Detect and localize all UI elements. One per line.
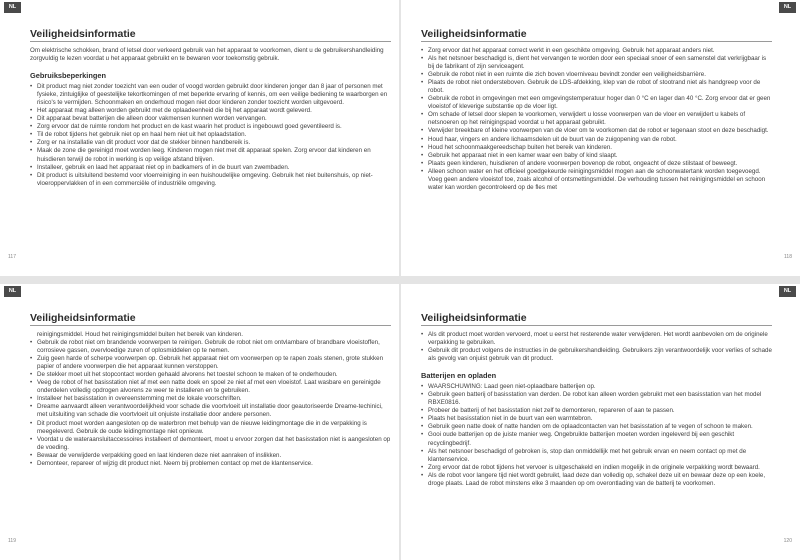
list-item: • Als de robot voor langere tijd niet wordt gebruikt, laad deze dan volledig op, schakel deze uit en bewaar deze op een koele, droge plaats. Laad de robot minstens elke 3 maanden op om overontlading van de batterij te voorkomen. [421, 472, 772, 488]
page-body [421, 331, 772, 488]
list-item: • Gooi oude batterijen op de juiste manier weg. Ongebruikte batterijen moeten worden ingeleverd bij een geschikt recyclingbedrijf. [421, 431, 772, 447]
list-item: • WAARSCHUWING: Laad geen niet-oplaadbare batterijen op. [421, 383, 772, 391]
bullet-list [30, 331, 391, 468]
page-body [30, 47, 391, 188]
list-item: • Als het netsnoer beschadigd of gebroken is, stop dan onmiddellijk met het gebruik ervan en neem contact op met de klantenservice. [421, 448, 772, 464]
list-item: • Gebruik de robot in omgevingen met een omgevingstemperatuur hoger dan 0 °C en lager dan 40 °C. Zorg ervoor dat er geen vloeistof of kleverige substantie op de vloer ligt. [421, 95, 772, 111]
list-item: • Zorg ervoor dat het apparaat correct werkt in een geschikte omgeving. Gebruik het apparaat anders niet. [421, 47, 772, 55]
list-item: • Gebruik de robot niet in een ruimte die zich boven vloerniveau bevindt zonder een veiligheidsbarrière. [421, 71, 772, 79]
page-number: 119 [8, 538, 16, 544]
list-item: • Zorg er na installatie van dit product voor dat de stekker binnen handbereik is. [30, 139, 391, 147]
list-item: • Plaats de robot niet ondersteboven. Gebruik de LDS-afdekking, klep van de robot of stootrand niet als handgreep voor de robot. [421, 79, 772, 95]
list-item: • Zorg ervoor dat de ruimte rondom het product en de kast waarin het product is ingebouwd goed geventileerd is. [30, 123, 391, 131]
page-120 [401, 284, 800, 560]
list-item: • Maak de zone die gereinigd moet worden leeg. Kinderen mogen niet met dit apparaat spelen. Zorg ervoor dat kinderen en huisdieren terwijl de robot in werking is op veilige afstand blijven. [30, 147, 391, 163]
list-item: • Gebruik geen natte doek of natte handen om de oplaadcontacten van het basisstation af te vegen of schoon te maken. [421, 423, 772, 431]
list-item: • Gebruik de robot niet om brandende voorwerpen te reinigen. Gebruik de robot niet om ontvlambare of brandbare vloeistoffen, corrosieve gassen, overvloedige zuren of oplosmiddelen op te nemen. [30, 339, 391, 355]
page-number: 118 [784, 254, 792, 260]
page-header [401, 26, 800, 42]
list-item: • Gebruik dit product volgens de instructies in de gebruikershandleiding. Gebruikers zijn verantwoordelijk voor verlies of schade als gevolg van onjuist gebruik van dit product. [421, 347, 772, 363]
intro-paragraph: Om elektrische schokken, brand of letsel door verkeerd gebruik van het apparaat te voorkomen, dient u de gebruikershandleiding zorgvuldig te lezen voordat u het apparaat gebruikt en te bewaren voor toekomstig gebruik. [30, 47, 384, 63]
page-title: Veiligheidsinformatie [421, 28, 527, 40]
list-item: • Dit apparaat bevat batterijen die alleen door vakmensen kunnen worden vervangen. [30, 115, 391, 123]
page-header [401, 310, 800, 326]
list-item: • De stekker moet uit het stopcontact worden gehaald alvorens het toestel schoon te maken of te onderhouden. [30, 371, 391, 379]
list-item: • Gebruik het apparaat niet in een kamer waar een baby of kind slaapt. [421, 152, 772, 160]
list-item: • Zuig geen harde of scherpe voorwerpen op. Gebruik het apparaat niet om voorwerpen op te rapen zoals stenen, grote stukken papier of andere voorwerpen die het apparaat kunnen verstoppen. [30, 355, 391, 371]
list-item: • Houd het schoonmaakgereedschap buiten het bereik van kinderen. [421, 144, 772, 152]
bullet-list [30, 83, 391, 188]
list-item: • Als het netsnoer beschadigd is, dient het vervangen te worden door een speciaal snoer of een samenstel dat verkrijgbaar is bij de fabrikant of zijn serviceagent. [421, 55, 772, 71]
page-117 [0, 0, 399, 276]
list-item: • Probeer de batterij of het basisstation niet zelf te demonteren, repareren of aan te passen. [421, 407, 772, 415]
page-118 [401, 0, 800, 276]
list-item: • Gebruik geen batterij of basisstation van derden. De robot kan alleen worden gebruikt met een basisstation van het model RBXE0816. [421, 391, 772, 407]
list-item: • Installeer het basisstation in overeenstemming met de lokale voorschriften. [30, 395, 391, 403]
section-heading: Gebruiksbeperkingen [30, 71, 106, 81]
language-tab: NL [4, 286, 21, 297]
bullet-list [421, 331, 772, 363]
list-item: • Alleen schoon water en het officieel goedgekeurde reinigingsmiddel mogen aan de schoonwatertank worden toegevoegd. Voeg geen andere vloeistof toe, zoals alcohol of ontsmettingsmiddel. De verhouding tussen het reinigingsmiddel en schoon water kan worden gecontroleerd op de fles met [421, 168, 772, 192]
page-header [0, 26, 399, 42]
list-item: • Het apparaat mag alleen worden gebruikt met de oplaadeenheid die bij het apparaat wordt geleverd. [30, 107, 391, 115]
page-title: Veiligheidsinformatie [30, 28, 136, 40]
page-title: Veiligheidsinformatie [421, 312, 527, 324]
page-title: Veiligheidsinformatie [30, 312, 136, 324]
header-divider [421, 41, 772, 42]
list-item: • Dit product moet worden aangesloten op de waterbron met behulp van de nieuwe leidingmontage die in de verpakking is meegeleverd. Gebruik de oude leidingmontage niet opnieuw. [30, 420, 391, 436]
list-item: • Dit product is uitsluitend bestemd voor vloerreiniging in een huishoudelijke omgeving. Gebruik het niet buitenshuis, op niet-vloeroppervlakken of in een commerciële of industriële omgeving. [30, 172, 391, 188]
page-body [421, 47, 772, 192]
bullet-list [421, 383, 772, 488]
header-divider [421, 325, 772, 326]
list-item: • Houd haar, vingers en andere lichaamsdelen uit de buurt van de zuigopening van de robot. [421, 136, 772, 144]
list-item: • Til de robot tijdens het gebruik niet op en haal hem niet uit het oplaadstation. [30, 131, 391, 139]
header-divider [30, 41, 391, 42]
page-header [0, 310, 399, 326]
list-item: • Dit product mag niet zonder toezicht van een ouder of voogd worden gebruikt door kinderen jonger dan 8 jaar of personen met fysieke, zintuiglijke of geestelijke tekortkomingen of met beperkte ervaring of kennis, om een veilige bediening te waarborgen en risico's te vermijden. Schoonmaken en onderhoud mogen niet door kinderen zonder toezicht worden uitgevoerd. [30, 83, 391, 107]
list-item: • Bewaar de verwijderde verpakking goed en laat kinderen deze niet aanraken of inslikken. [30, 452, 391, 460]
list-item: • Verwijder breekbare of kleine voorwerpen van de vloer om te voorkomen dat de robot er tegenaan stoot en deze beschadigt. [421, 127, 772, 135]
list-item: • Dreame aanvaardt alleen verantwoordelijkheid voor schade die voortvloeit uit installatie door geautoriseerde Dreame-techinici, met uitsluiting van schade die voortvloeit uit onjuiste installatie door andere personen. [30, 403, 391, 419]
language-tab: NL [779, 2, 796, 13]
bullet-list [421, 47, 772, 192]
header-divider [30, 325, 391, 326]
list-item: • Om schade of letsel door slepen te voorkomen, verwijdert u losse voorwerpen van de vloer en verwijdert u kabels of netsnoeren op het reinigingspad voordat u het apparaat gebruikt. [421, 111, 772, 127]
list-item: • Veeg de robot of het basisstation niet af met een natte doek en spoel ze niet af met een vloeistof. Laat wasbare en gereinigde onderdelen volledig opdrogen alvorens ze weer te installeren en te gebruiken. [30, 379, 391, 395]
list-item: • Zorg ervoor dat de robot tijdens het vervoer is uitgeschakeld en indien mogelijk in de originele verpakking wordt bewaard. [421, 464, 772, 472]
language-tab: NL [779, 286, 796, 297]
language-tab: NL [4, 2, 21, 13]
list-item: • Demonteer, repareer of wijzig dit product niet. Neem bij problemen contact op met de klantenservice. [30, 460, 391, 468]
list-item: • Als dit product moet worden vervoerd, moet u eerst het resterende water verwijderen. Het wordt aanbevolen om de originele verpakking te gebruiken. [421, 331, 772, 347]
page-body [30, 331, 391, 468]
list-item: • Plaats het basisstation niet in de buurt van een warmtebron. [421, 415, 772, 423]
page-number: 120 [783, 538, 792, 544]
page-119 [0, 284, 399, 560]
section-heading: Batterijen en opladen [421, 371, 497, 381]
page-number: 117 [8, 254, 16, 260]
list-item-continuation: reinigingsmiddel. Houd het reinigingsmiddel buiten het bereik van kinderen. [37, 331, 244, 338]
list-item: • Voordat u de wateraansluitaccessoires installeert of demonteert, moet u ervoor zorgen dat het basisstation niet is aangesloten op de voeding. [30, 436, 391, 452]
list-item: • Installeer, gebruik en laad het apparaat niet op in badkamers of in de buurt van zwembaden. [30, 164, 391, 172]
list-item: • Plaats geen kinderen, huisdieren of andere voorwerpen bovenop de robot, ongeacht of deze stilstaat of beweegt. [421, 160, 772, 168]
